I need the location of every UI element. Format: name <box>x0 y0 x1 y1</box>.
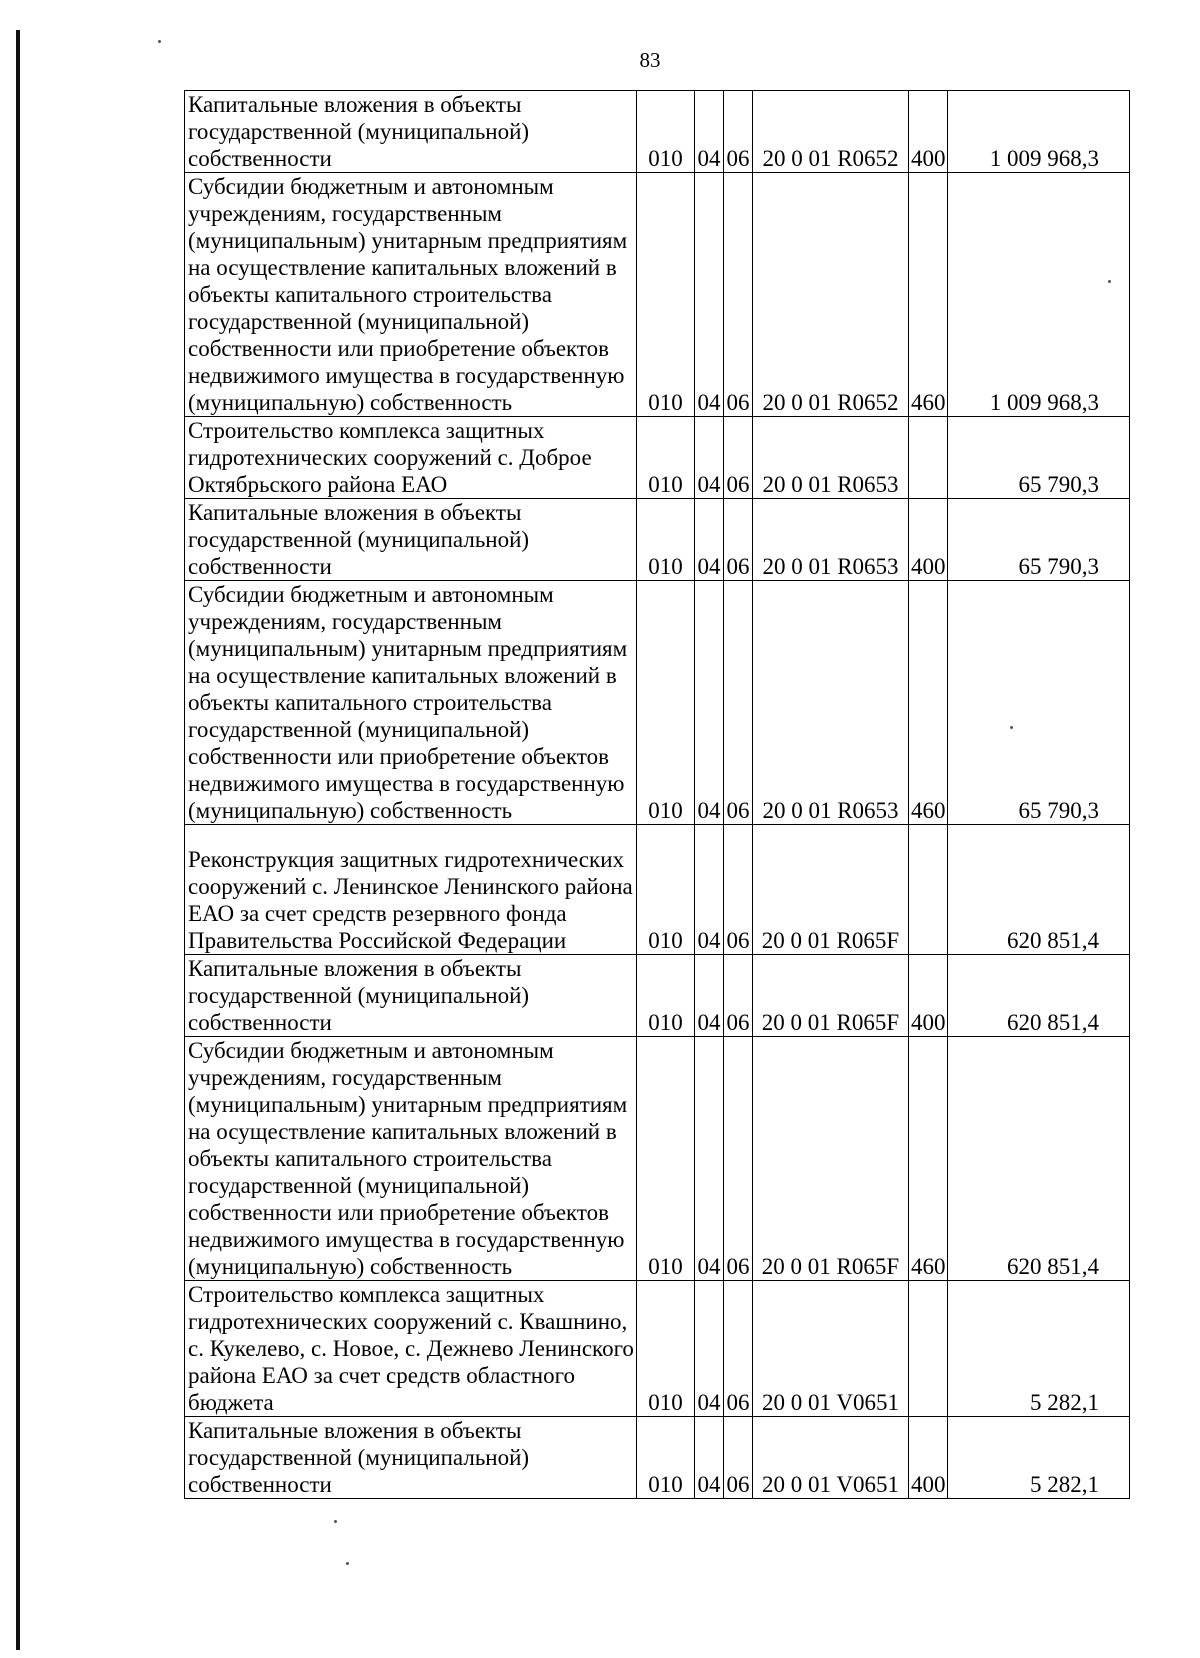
subsection-code: 06 <box>724 581 753 825</box>
row-name: Реконструкция защитных гидротехнических сооружений с. Ленинское Ленинского района ЕАО за счет средств резервного фонда Правительства Российской Федерации <box>185 825 637 955</box>
row-name: Строительство комплекса защитных гидротехнических сооружений с. Квашнино, с. Кукелево, с. Новое, с. Дежнево Ленинского района ЕАО за счет средств областного бюджета <box>185 1281 637 1417</box>
subsection-code: 06 <box>724 173 753 417</box>
section-code: 04 <box>695 1037 724 1281</box>
expense-kind-code: 400 <box>909 1417 948 1499</box>
table-row <box>185 1281 1130 1417</box>
ministry-code: 010 <box>637 825 695 955</box>
target-article-code: 20 0 01 R065F <box>753 955 909 1037</box>
target-article-code: 20 0 01 R065F <box>753 825 909 955</box>
table-row <box>185 173 1130 417</box>
budget-table <box>184 90 1130 1499</box>
subsection-code: 06 <box>724 91 753 173</box>
row-name: Субсидии бюджетным и автономным учреждениям, государственным (муниципальным) унитарным предприятиям на осуществление капитальных вложений в объекты капитального строительства государственной (муниципальной) собственности или приобретение объектов недвижимого имущества в государственную (муниципальную) собственность <box>185 173 637 417</box>
expense-kind-code: 400 <box>909 91 948 173</box>
ministry-code: 010 <box>637 955 695 1037</box>
ministry-code: 010 <box>637 1037 695 1281</box>
ministry-code: 010 <box>637 91 695 173</box>
subsection-code: 06 <box>724 499 753 581</box>
ministry-code: 010 <box>637 499 695 581</box>
subsection-code: 06 <box>724 1037 753 1281</box>
amount: 1 009 968,3 <box>948 173 1130 417</box>
ministry-code: 010 <box>637 581 695 825</box>
expense-kind-code: 460 <box>909 581 948 825</box>
section-code: 04 <box>695 1281 724 1417</box>
subsection-code: 06 <box>724 825 753 955</box>
row-name: Строительство комплекса защитных гидротехнических сооружений с. Доброе Октябрьского района ЕАО <box>185 417 637 499</box>
table-row <box>185 499 1130 581</box>
expense-kind-code <box>909 1281 948 1417</box>
row-name: Капитальные вложения в объекты государственной (муниципальной) собственности <box>185 91 637 173</box>
row-name: Капитальные вложения в объекты государственной (муниципальной) собственности <box>185 955 637 1037</box>
section-code: 04 <box>695 1417 724 1499</box>
amount: 620 851,4 <box>948 825 1130 955</box>
section-code: 04 <box>695 417 724 499</box>
target-article-code: 20 0 01 V0651 <box>753 1281 909 1417</box>
scan-speck <box>158 40 161 43</box>
subsection-code: 06 <box>724 1281 753 1417</box>
table-row <box>185 825 1130 955</box>
scan-speck <box>334 1520 337 1523</box>
scan-edge-line <box>16 30 20 1650</box>
ministry-code: 010 <box>637 1281 695 1417</box>
ministry-code: 010 <box>637 173 695 417</box>
table-row <box>185 1417 1130 1499</box>
amount: 65 790,3 <box>948 499 1130 581</box>
target-article-code: 20 0 01 R0652 <box>753 173 909 417</box>
target-article-code: 20 0 01 R0653 <box>753 581 909 825</box>
table-row <box>185 417 1130 499</box>
subsection-code: 06 <box>724 1417 753 1499</box>
row-name: Капитальные вложения в объекты государственной (муниципальной) собственности <box>185 1417 637 1499</box>
page-number: 83 <box>639 48 661 72</box>
section-code: 04 <box>695 499 724 581</box>
table-row <box>185 91 1130 173</box>
expense-kind-code: 460 <box>909 173 948 417</box>
amount: 65 790,3 <box>948 417 1130 499</box>
target-article-code: 20 0 01 R0653 <box>753 417 909 499</box>
scan-speck <box>1010 726 1013 729</box>
subsection-code: 06 <box>724 417 753 499</box>
section-code: 04 <box>695 91 724 173</box>
amount: 1 009 968,3 <box>948 91 1130 173</box>
table-row <box>185 1037 1130 1281</box>
section-code: 04 <box>695 955 724 1037</box>
amount: 620 851,4 <box>948 955 1130 1037</box>
section-code: 04 <box>695 581 724 825</box>
row-name: Субсидии бюджетным и автономным учреждениям, государственным (муниципальным) унитарным предприятиям на осуществление капитальных вложений в объекты капитального строительства государственной (муниципальной) собственности или приобретение объектов недвижимого имущества в государственную (муниципальную) собственность <box>185 581 637 825</box>
section-code: 04 <box>695 173 724 417</box>
table-row <box>185 955 1130 1037</box>
target-article-code: 20 0 01 R0652 <box>753 91 909 173</box>
scan-speck <box>1108 280 1111 283</box>
expense-kind-code: 400 <box>909 499 948 581</box>
target-article-code: 20 0 01 V0651 <box>753 1417 909 1499</box>
target-article-code: 20 0 01 R065F <box>753 1037 909 1281</box>
row-name: Капитальные вложения в объекты государственной (муниципальной) собственности <box>185 499 637 581</box>
scan-speck <box>346 1562 349 1565</box>
amount: 620 851,4 <box>948 1037 1130 1281</box>
ministry-code: 010 <box>637 417 695 499</box>
table-body <box>185 91 1130 1499</box>
expense-kind-code <box>909 825 948 955</box>
ministry-code: 010 <box>637 1417 695 1499</box>
section-code: 04 <box>695 825 724 955</box>
amount: 5 282,1 <box>948 1417 1130 1499</box>
amount: 5 282,1 <box>948 1281 1130 1417</box>
target-article-code: 20 0 01 R0653 <box>753 499 909 581</box>
expense-kind-code: 460 <box>909 1037 948 1281</box>
expense-kind-code <box>909 417 948 499</box>
amount: 65 790,3 <box>948 581 1130 825</box>
row-name: Субсидии бюджетным и автономным учреждениям, государственным (муниципальным) унитарным предприятиям на осуществление капитальных вложений в объекты капитального строительства государственной (муниципальной) собственности или приобретение объектов недвижимого имущества в государственную (муниципальную) собственность <box>185 1037 637 1281</box>
expense-kind-code: 400 <box>909 955 948 1037</box>
table-row <box>185 581 1130 825</box>
subsection-code: 06 <box>724 955 753 1037</box>
